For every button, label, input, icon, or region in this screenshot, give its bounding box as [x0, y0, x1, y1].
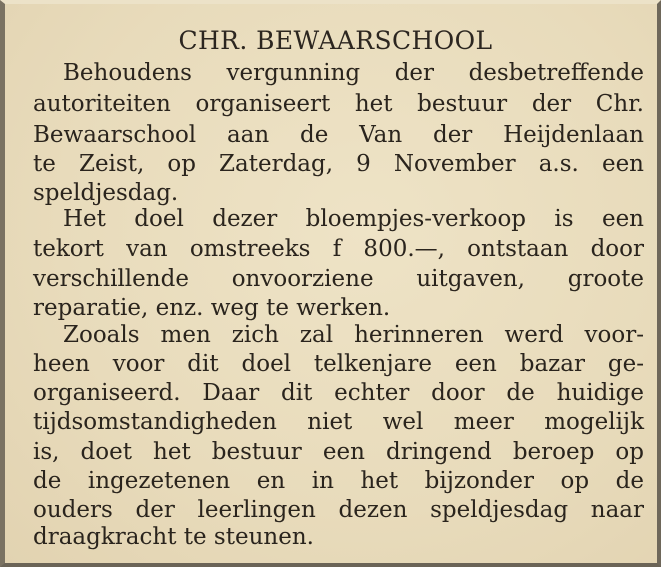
article-line-11: heen voor dit doel telkenjare een bazar ge-: [33, 351, 644, 377]
article-line-8: verschillende onvoorziene uitgaven, groote: [33, 266, 644, 292]
article-line-13: tijdsomstandigheden niet wel meer mogelijk: [33, 409, 644, 435]
article-line-15: de ingezetenen en in het bijzonder op de: [33, 468, 644, 494]
article-line-7: tekort van omstreeks f 800.—, ontstaan door: [33, 236, 644, 262]
article-line-9: reparatie, enz. weg te werken.: [33, 295, 391, 321]
article-line-12: organiseerd. Daar dit echter door de huidige: [33, 380, 644, 406]
article-line-17: draagkracht te steunen.: [33, 524, 314, 550]
article-line-2: autoriteiten organiseert het bestuur der Chr.: [33, 91, 644, 117]
article-line-1: Behoudens vergunning der desbetreffende: [63, 60, 644, 86]
article-line-16: ouders der leerlingen dezen speldjesdag naar: [33, 497, 644, 523]
article-line-5: speldjesdag.: [33, 180, 179, 206]
article-line-6: Het doel dezer bloempjes-verkoop is een: [63, 206, 644, 232]
article-headline: CHR. BEWAARSCHOOL: [178, 26, 493, 55]
article-line-14: is, doet het bestuur een dringend beroep op: [33, 439, 644, 465]
article-line-3: Bewaarschool aan de Van der Heijdenlaan: [33, 122, 644, 148]
article-line-4: te Zeist, op Zaterdag, 9 November a.s. een: [33, 151, 644, 177]
article-line-10: Zooals men zich zal herinneren werd voor-: [63, 322, 644, 348]
